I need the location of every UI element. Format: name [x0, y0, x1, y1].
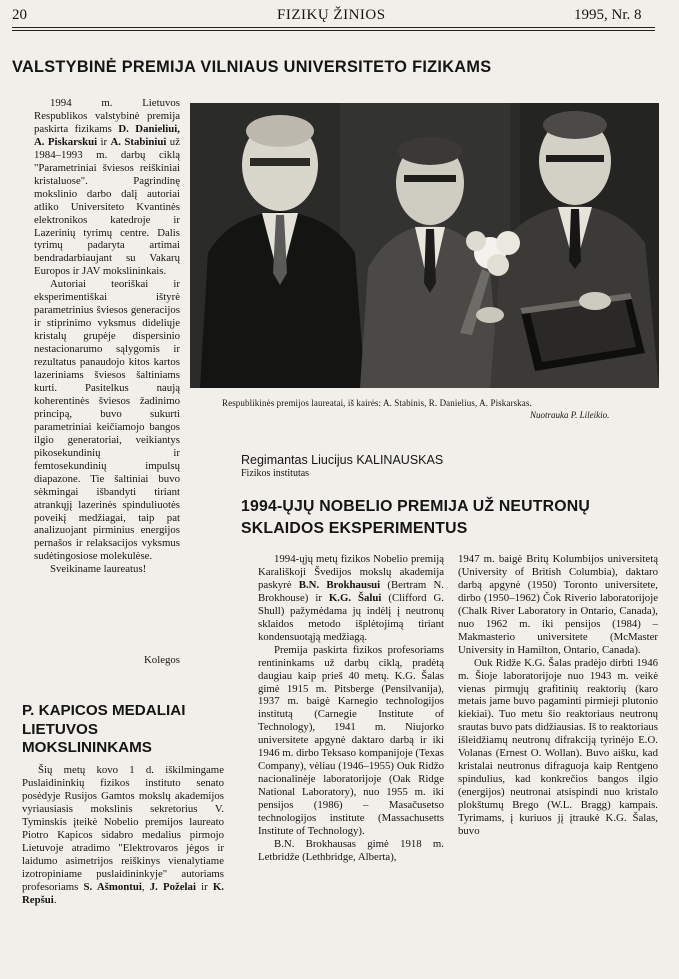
person-name: B.N. Brokhausui [298, 578, 381, 591]
page-number: 20 [12, 7, 27, 23]
laureates-photo [190, 103, 659, 388]
text-run: . [53, 893, 57, 906]
text-run: ir [195, 880, 213, 893]
article-paragraph: Ouk Ridže K.G. Šalas pradėjo dirbti 1946 m. Šioje laboratorijoje nuo 1943 m. veikė vienas pirmųjų grafitinių reaktorių (karo metais jame buvo pagaminti pirmieji plutonio kiekiai). Tuo metu šio reaktoriaus neutronų srautas buvo pats didžiausias. Iš to reaktoriaus išleidžiamų neutronų difrakciją tyrinėjo E.O. Volanas (Ernest O. Wollan). Buvo aišku, kad kristalai neutronus difraguoja kaip Rentgeno spindulius, kad konkrečios bangos ilgio (energijos) neutronai atsispindi nuo kristalo plokštumų Brego (W.L. Bragg) kampais. Tyrimams, į kuriuos jį įtraukė K.G. Šalas, buvo [458, 656, 658, 838]
person-name: K.G. Šalui [328, 591, 382, 604]
article-body-left [34, 97, 180, 576]
photo-caption: Respublikinės premijos laureatai, iš kairės: A. Stabinis, R. Danielius, A. Piskarskas. [222, 398, 532, 408]
text-run: ir [97, 135, 111, 148]
article-paragraph [34, 97, 180, 278]
article-author: Regimantas Liucijus KALINAUSKAS [241, 453, 444, 467]
nobel-article-column-1 [258, 553, 444, 864]
medals-article-headline: P. KAPICOS MEDALIAI LIETUVOS MOKSLININKAMS [22, 702, 186, 756]
article-signature: Kolegos [144, 654, 180, 666]
nobel-article-column-2 [458, 553, 658, 838]
person-name: J. Poželai [149, 880, 196, 893]
header-rule [12, 27, 655, 28]
text-run: Šių metų kovo 1 d. iškilmingame Puslaidininkių fizikos instituto senato posėdyje Rusijos Gamtos mokslų akademijos vyriausiasis mokslinis sekretorius V. Tyminskis įteikė Nobelio premijos laureato Piotro Kapicos sidabro medalius pirmojo Lietuvoje atradimo "Elektrovaros jėgos ir laidumo asimetrijos reiškinys vienalytiame izotropiniame puslaidininkyje" autoriams profesoriams [22, 764, 224, 893]
text-run: (Clifford G. Shull) pažymėdama jų indėlį į neutronų sklaidos metodo išplėtojimą tiriant kondensuotąją medžiagą. [258, 591, 444, 643]
issue-number: 1995, Nr. 8 [574, 7, 642, 23]
text-run: už 1984–1993 m. darbų ciklą "Parametriniai šviesos reiškiniai kristaluose". Pagrindinę mokslinio darbo dalį autoriai atliko Universiteto Kvantinės elektronikos katedroje ir Lazerinių tyrimų centre. Dalis tyrimų padaryta artimai bendradarbiaujant su Vakarų Europos ir JAV mokslininkais. [34, 135, 180, 278]
article-paragraph [22, 764, 224, 906]
article-paragraph: Sveikiname laureatus! [50, 563, 147, 576]
text-run: , [141, 880, 150, 893]
journal-title: FIZIKŲ ŽINIOS [277, 7, 386, 23]
article-paragraph: B.N. Brokhausas gimė 1918 m. Letbridže (Lethbridge, Alberta), [258, 837, 444, 863]
nobel-article-headline: 1994-ŲJŲ NOBELIO PREMIJA UŽ NEUTRONŲ SKLAIDOS EKSPERIMENTUS [241, 498, 590, 537]
person-name: A. Stabiniui [110, 135, 167, 148]
text-run: 1994-ųjų metų fizikos Nobelio premiją Karališkoji Švedijos mokslų akademija paskyrė [258, 553, 444, 591]
photo-credit: Nuotrauka P. Lileikio. [530, 410, 610, 420]
article-paragraph: 1947 m. baigė Britų Kolumbijos universitetą (University of British Columbia), daktaro darbą apgynė (1950) Toronto universitete, dirbo (1950–1962) Čok Riverio laboratorijoje (Chalk River Laboratory in Ontario, Canada), nuo 1962 m. iki pensijos (1984) – Makmasterio universitete (McMaster University in Hamilton, Ontario, Canada). [458, 553, 658, 656]
article-headline: VALSTYBINĖ PREMIJA VILNIAUS UNIVERSITETO FIZIKAMS [12, 58, 492, 76]
person-name: S. Ašmontui [83, 880, 142, 893]
text-run: 1994 m. Lietuvos Respublikos valstybinė premija paskirta fizikams [34, 97, 180, 135]
header-rule-thin [12, 30, 655, 31]
article-paragraph [258, 553, 444, 644]
medals-article-body [22, 764, 224, 906]
author-institution: Fizikos institutas [241, 468, 310, 479]
person-name: K. Repšui [22, 880, 224, 906]
article-paragraph: Autoriai teoriškai ir eksperimentiškai ištyrė parametrinius šviesos generacijos ir stiprinimo vyksmus dideliųje kristalų grupėje dispersinio nestacionarumo sąlygomis ir rezultatus panaudojo kitos kartos lazeriniams šviesos šaltiniams kurti. Pasitelkus naują koherentinės šviesos žadinimo principą, buvo sukurti parametriniai keičiamojo bangos ilgio generatoriai, veikiantys pikosekundinių ir femtosekundinių impulsų diapazone. Tie šaltiniai buvo sėkmingai išbandyti tiriant atrankųjį lazerinės spinduliuotės poveikį medžiagai, taip pat analizuojant pirminius energijos pernašos ir relaksacijos vyksmus sudėtingosiose molekulėse. [34, 278, 180, 563]
article-paragraph: Premija paskirta fizikos profesoriams rentininkams už darbų ciklą, pradėtą daugiau kaip prieš 40 metų. K.G. Šalas gimė 1915 m. Pitsberge (Pensilvanija), 1937 m. baigė Karnegio technologijos institutą (Carnegie Institute of Technology), 1941 m. Niujorko universitete apgynė daktaro darbą ir iki 1946 m. dirbo Teksaso kompanijoje (Texas Company), vėliau (1946–1955) Ouk Ridžo nacionalinėje laboratorijoje (Oak Ridge National Laboratory), nuo 1955 m. iki pensijos (1986) – Masačusetso technologijos institute (Massachusetts Institute of Technology). [258, 643, 445, 838]
text-run: (Bertram N. Brokhouse) ir [258, 578, 444, 604]
person-name: D. Danieliui, A. Piskarskui [34, 122, 180, 148]
